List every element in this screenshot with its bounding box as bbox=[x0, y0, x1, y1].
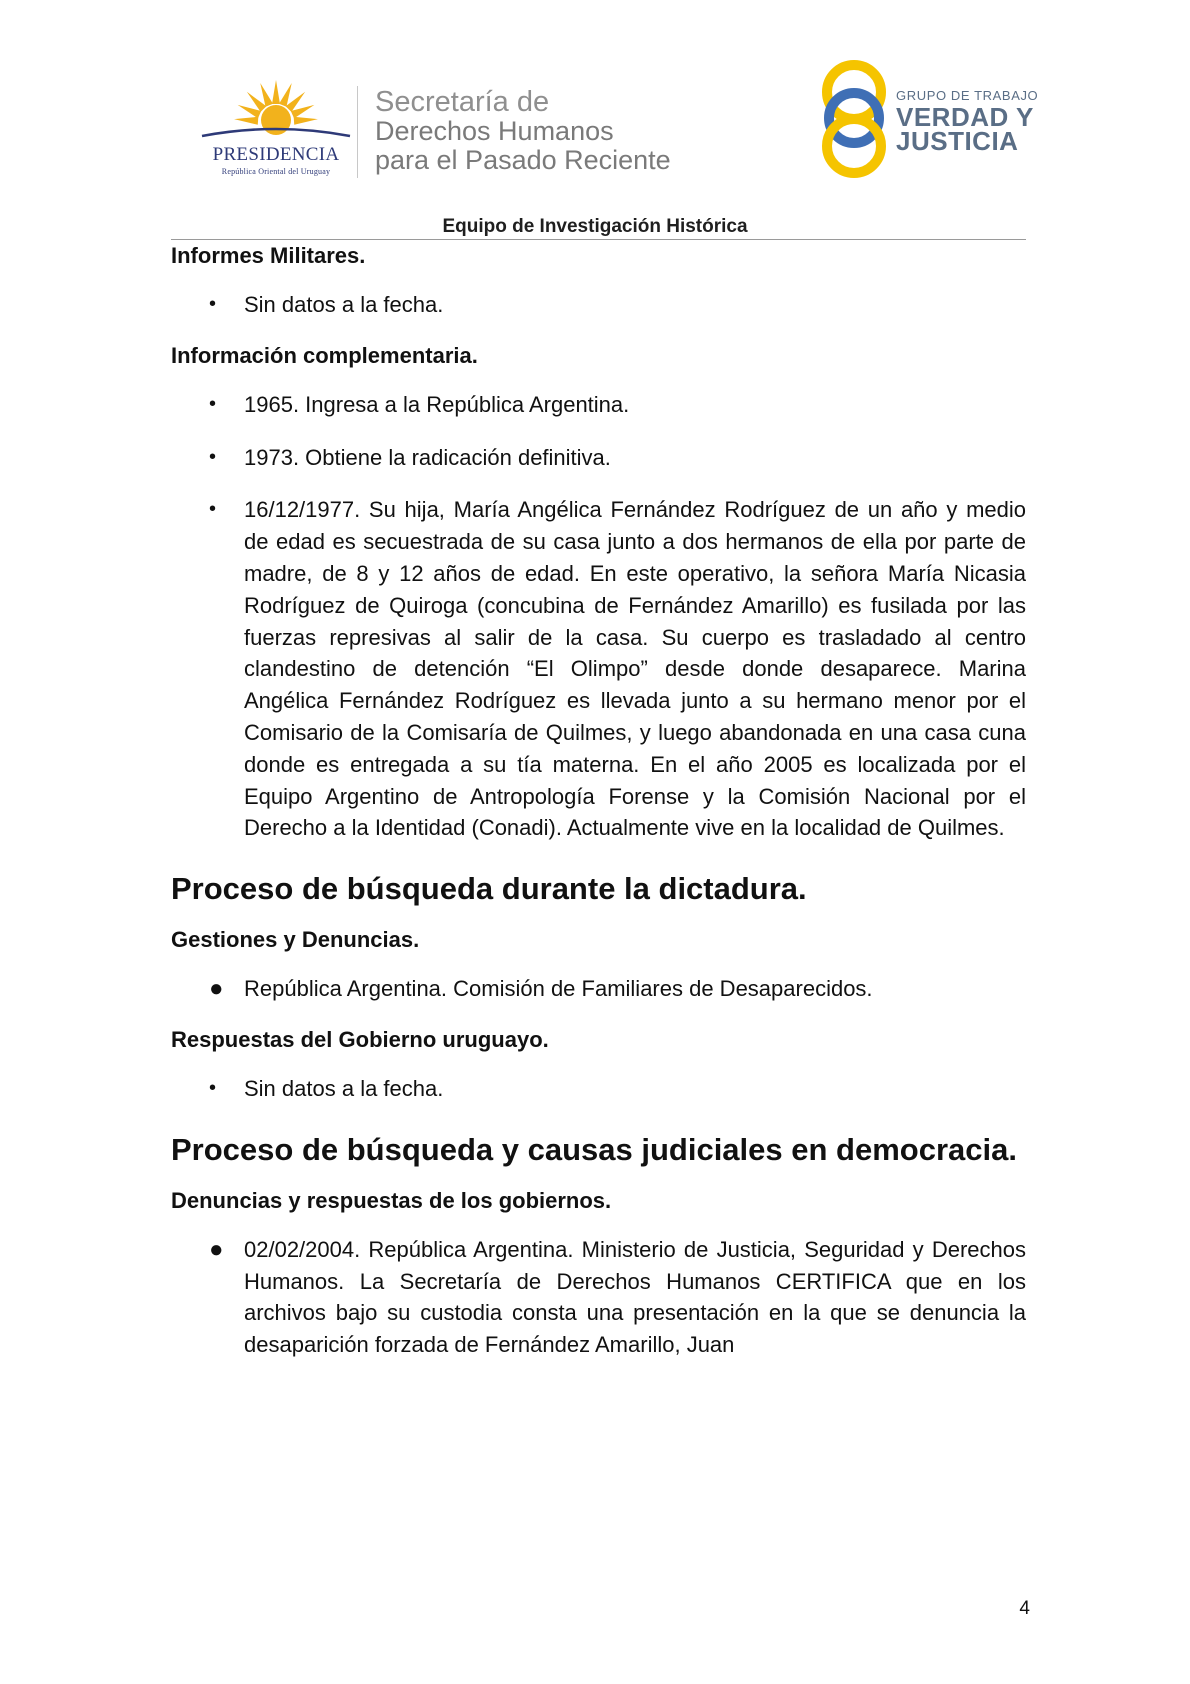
list-item bbox=[171, 442, 1026, 474]
list-item bbox=[171, 389, 1026, 421]
presidencia-label: PRESIDENCIA bbox=[212, 144, 340, 165]
sun-icon bbox=[196, 78, 356, 148]
list-item bbox=[171, 1073, 1026, 1105]
heading-busqueda-democracia: Proceso de búsqueda y causas judiciales en democracia. bbox=[171, 1131, 1017, 1167]
heading-informes-militares: Informes Militares. bbox=[171, 243, 366, 268]
list-informacion-complementaria bbox=[171, 389, 1026, 844]
rings-icon bbox=[818, 54, 890, 184]
grupo-trabajo-label: GRUPO DE TRABAJO bbox=[896, 88, 1039, 103]
list-item-text: 02/02/2004. República Argentina. Ministerio de Justicia, Seguridad y Derechos Humanos. La Secretaría de Derechos Humanos CERTIFICA que en los archivos bajo su custodia consta una presentación en la que se denuncia la desaparición forzada de Fernández Amarillo, Juan bbox=[244, 1236, 1026, 1358]
bullet-icon: • bbox=[209, 445, 217, 468]
secretaria-title bbox=[375, 88, 671, 175]
page-number: 4 bbox=[1019, 1598, 1030, 1619]
list-item-text: 1973. Obtiene la radicación definitiva. bbox=[244, 444, 611, 470]
verdad-justicia-logo bbox=[818, 54, 1048, 184]
team-title: Equipo de Investigación Histórica bbox=[442, 216, 748, 237]
presidencia-logo bbox=[196, 78, 356, 183]
secretaria-line-3: para el Pasado Reciente bbox=[375, 145, 671, 175]
list-item bbox=[171, 289, 1026, 321]
bullet-icon: ● bbox=[209, 975, 224, 1003]
justicia-label: JUSTICIA bbox=[896, 126, 1019, 156]
list-item-text: Sin datos a la fecha. bbox=[244, 1075, 444, 1101]
presidencia-subtitle: República Oriental del Uruguay bbox=[221, 167, 331, 176]
list-item-text: República Argentina. Comisión de Familiares de Desaparecidos. bbox=[244, 976, 873, 1002]
secretaria-line-2: Derechos Humanos bbox=[375, 116, 614, 146]
bullet-icon: • bbox=[209, 293, 217, 315]
list-item bbox=[171, 973, 1026, 1005]
list-item-text: Sin datos a la fecha. bbox=[244, 292, 444, 317]
heading-respuestas-gobierno: Respuestas del Gobierno uruguayo. bbox=[171, 1026, 549, 1052]
list-item bbox=[171, 1234, 1026, 1361]
verdad-label: VERDAD Y bbox=[896, 102, 1034, 132]
heading-informacion-complementaria: Información complementaria. bbox=[171, 342, 478, 368]
logo-divider bbox=[357, 86, 358, 178]
bullet-icon: ● bbox=[209, 1235, 224, 1263]
list-gestiones-denuncias bbox=[171, 973, 1026, 1005]
header-rule bbox=[171, 239, 1026, 240]
list-item-text: 16/12/1977. Su hija, María Angélica Fernández Rodríguez de un año y medio de edad es secuestrada de su casa junto a dos hermanos de ella por parte de madre, de 8 y 12 años de edad. En este operativo, la señora María Nicasia Rodríguez de Quiroga (concubina de Fernández Amarillo) es fusilada por las fuerzas represivas al salir de la casa. Su cuerpo es trasladado al centro clandestino de detención “El Olimpo” desde donde desaparece. Marina Angélica Fernández Rodríguez es llevada junto a su hermano menor por el Comisario de la Comisaría de Quilmes, y luego abandonada en una casa cuna donde es entregada a su tía materna. En el año 2005 es localizada por el Equipo Argentino de Antropología Forense y la Comisión Nacional por el Derecho a la Identidad (Conadi). Actualmente vive en la localidad de Quilmes. bbox=[244, 497, 1026, 841]
bullet-icon: • bbox=[209, 498, 217, 521]
bullet-icon: • bbox=[209, 1076, 217, 1099]
list-denuncias-respuestas bbox=[171, 1234, 1026, 1361]
document-body bbox=[171, 242, 1026, 1361]
bullet-icon: • bbox=[209, 392, 217, 415]
list-respuestas-gobierno bbox=[171, 1073, 1026, 1105]
list-informes-militares bbox=[171, 289, 1026, 321]
heading-gestiones-denuncias: Gestiones y Denuncias. bbox=[171, 927, 420, 953]
page-header bbox=[0, 0, 1190, 250]
heading-busqueda-dictadura: Proceso de búsqueda durante la dictadura. bbox=[171, 871, 807, 907]
heading-denuncias-respuestas: Denuncias y respuestas de los gobiernos. bbox=[171, 1187, 612, 1213]
list-item-text: 1965. Ingresa a la República Argentina. bbox=[244, 391, 630, 417]
list-item bbox=[171, 494, 1026, 844]
secretaria-line-1: Secretaría de bbox=[375, 86, 550, 118]
